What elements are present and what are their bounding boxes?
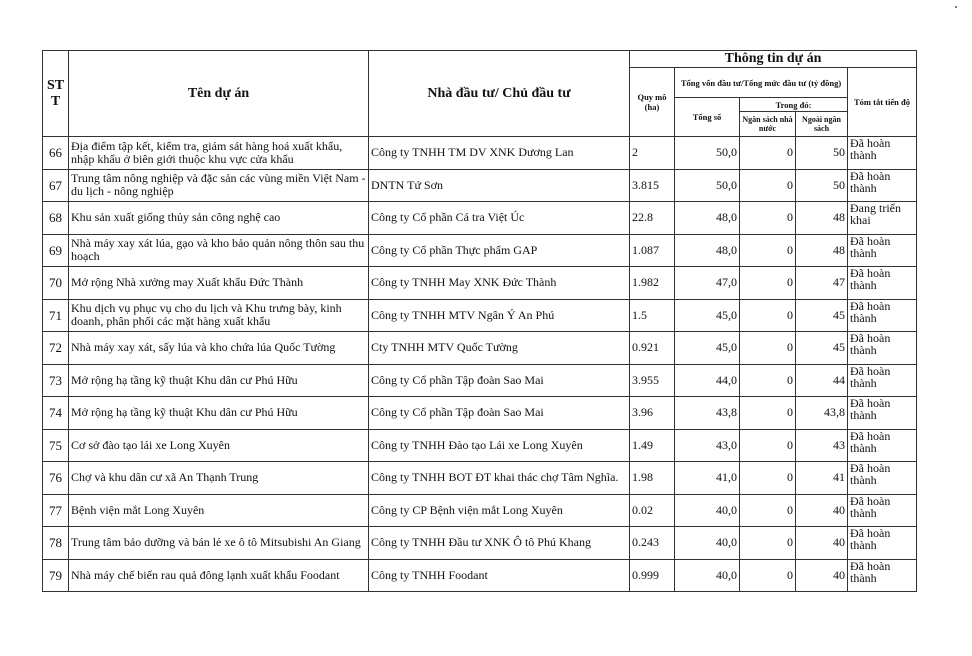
cell-scale: 3.955 [630, 364, 675, 397]
table-row [43, 267, 917, 300]
cell-status: Đã hoàn thành [848, 137, 917, 170]
cell-total: 50,0 [675, 169, 740, 202]
cell-state-budget: 0 [740, 169, 796, 202]
cell-status: Đã hoàn thành [848, 364, 917, 397]
cell-state-budget: 0 [740, 429, 796, 462]
table-row [43, 234, 917, 267]
cell-project-name: Mở rộng Nhà xưởng may Xuất khẩu Đức Thành [69, 267, 369, 300]
cell-state-budget: 0 [740, 397, 796, 430]
header-investor: Nhà đầu tư/ Chủ đầu tư [369, 51, 630, 137]
cell-investor: Công ty Cổ phần Tập đoàn Sao Mai [369, 397, 630, 430]
cell-total: 48,0 [675, 202, 740, 235]
cell-state-budget: 0 [740, 494, 796, 527]
table-row [43, 527, 917, 560]
cell-total: 44,0 [675, 364, 740, 397]
cell-scale: 1.49 [630, 429, 675, 462]
table-row [43, 429, 917, 462]
cell-stt: 66 [43, 137, 69, 170]
cell-stt: 69 [43, 234, 69, 267]
cell-total: 45,0 [675, 332, 740, 365]
header-non-state: Ngoài ngân sách [796, 112, 848, 137]
cell-total: 40,0 [675, 527, 740, 560]
cell-state-budget: 0 [740, 299, 796, 332]
header-progress: Tóm tắt tiến độ [848, 68, 917, 137]
cell-state-budget: 0 [740, 202, 796, 235]
table-row [43, 137, 917, 170]
cell-scale: 1.5 [630, 299, 675, 332]
cell-non-state: 40 [796, 527, 848, 560]
cell-state-budget: 0 [740, 527, 796, 560]
cell-non-state: 43,8 [796, 397, 848, 430]
cell-scale: 1.98 [630, 462, 675, 495]
cell-project-name: Địa điểm tập kết, kiểm tra, giám sát hàng hoá xuất khẩu, nhập khẩu ở biên giới thuộc khu vực cửa khẩu [69, 137, 369, 170]
cell-scale: 3.815 [630, 169, 675, 202]
cell-status: Đã hoàn thành [848, 494, 917, 527]
cell-stt: 74 [43, 397, 69, 430]
cell-non-state: 47 [796, 267, 848, 300]
table-row [43, 202, 917, 235]
cell-scale: 2 [630, 137, 675, 170]
cell-state-budget: 0 [740, 234, 796, 267]
header-project-name: Tên dự án [69, 51, 369, 137]
cell-project-name: Nhà máy xay xát lúa, gạo và kho bảo quản nông thôn sau thu hoạch [69, 234, 369, 267]
cell-state-budget: 0 [740, 332, 796, 365]
cell-state-budget: 0 [740, 267, 796, 300]
cell-investor: Công ty TNHH TM DV XNK Dương Lan [369, 137, 630, 170]
cell-status: Đã hoàn thành [848, 267, 917, 300]
cell-investor: Công ty Cổ phần Tập đoàn Sao Mai [369, 364, 630, 397]
cell-project-name: Khu dịch vụ phục vụ cho du lịch và Khu trưng bày, kinh doanh, phân phối các mặt hàng xuất khẩu [69, 299, 369, 332]
cell-total: 40,0 [675, 559, 740, 592]
cell-scale: 0.921 [630, 332, 675, 365]
cell-stt: 72 [43, 332, 69, 365]
cell-status: Đã hoàn thành [848, 299, 917, 332]
cell-stt: 73 [43, 364, 69, 397]
header-project-info: Thông tin dự án [630, 51, 917, 68]
cell-status: Đã hoàn thành [848, 234, 917, 267]
cell-non-state: 45 [796, 332, 848, 365]
cell-investor: Công ty Cổ phần Thực phẩm GAP [369, 234, 630, 267]
scan-speck [955, 6, 957, 8]
cell-project-name: Khu sản xuất giống thủy sản công nghệ cao [69, 202, 369, 235]
cell-investor: Công ty TNHH Đầu tư XNK Ô tô Phú Khang [369, 527, 630, 560]
cell-investor: Công ty TNHH MTV Ngân Ý An Phú [369, 299, 630, 332]
cell-project-name: Bệnh viện mắt Long Xuyên [69, 494, 369, 527]
cell-status: Đã hoàn thành [848, 429, 917, 462]
cell-project-name: Trung tâm bảo dưỡng và bán lẻ xe ô tô Mitsubishi An Giang [69, 527, 369, 560]
cell-scale: 1.087 [630, 234, 675, 267]
cell-status: Đã hoàn thành [848, 169, 917, 202]
header-stt: ST T [43, 51, 69, 137]
cell-total: 45,0 [675, 299, 740, 332]
cell-total: 47,0 [675, 267, 740, 300]
table-row [43, 462, 917, 495]
cell-project-name: Cơ sở đào tạo lái xe Long Xuyên [69, 429, 369, 462]
cell-total: 43,8 [675, 397, 740, 430]
cell-stt: 71 [43, 299, 69, 332]
cell-state-budget: 0 [740, 559, 796, 592]
header-of-which: Trong đó: [740, 98, 848, 112]
cell-stt: 75 [43, 429, 69, 462]
cell-non-state: 50 [796, 137, 848, 170]
cell-non-state: 43 [796, 429, 848, 462]
cell-investor: Cty TNHH MTV Quốc Tường [369, 332, 630, 365]
cell-project-name: Nhà máy xay xát, sấy lúa và kho chứa lúa Quốc Tường [69, 332, 369, 365]
cell-investor: Công ty TNHH Foodant [369, 559, 630, 592]
cell-project-name: Mở rộng hạ tầng kỹ thuật Khu dân cư Phú Hữu [69, 397, 369, 430]
header-total: Tổng số [675, 98, 740, 137]
cell-stt: 76 [43, 462, 69, 495]
cell-stt: 70 [43, 267, 69, 300]
cell-state-budget: 0 [740, 462, 796, 495]
table-body [43, 137, 917, 592]
table-row [43, 299, 917, 332]
cell-investor: Công ty Cổ phần Cá tra Việt Úc [369, 202, 630, 235]
cell-total: 50,0 [675, 137, 740, 170]
cell-state-budget: 0 [740, 364, 796, 397]
cell-investor: Công ty TNHH Đào tạo Lái xe Long Xuyên [369, 429, 630, 462]
projects-table [42, 50, 917, 592]
cell-scale: 0.999 [630, 559, 675, 592]
header-total-capital: Tổng vốn đầu tư/Tổng mức đầu tư (tỷ đồng) [675, 68, 848, 98]
cell-scale: 3.96 [630, 397, 675, 430]
cell-status: Đã hoàn thành [848, 462, 917, 495]
cell-total: 40,0 [675, 494, 740, 527]
cell-non-state: 41 [796, 462, 848, 495]
cell-project-name: Chợ và khu dân cư xã An Thạnh Trung [69, 462, 369, 495]
cell-non-state: 50 [796, 169, 848, 202]
cell-non-state: 45 [796, 299, 848, 332]
cell-non-state: 40 [796, 494, 848, 527]
cell-total: 41,0 [675, 462, 740, 495]
table-row [43, 397, 917, 430]
cell-total: 43,0 [675, 429, 740, 462]
cell-status: Đã hoàn thành [848, 332, 917, 365]
table-row [43, 559, 917, 592]
table-row [43, 364, 917, 397]
cell-scale: 0.243 [630, 527, 675, 560]
cell-non-state: 48 [796, 202, 848, 235]
cell-non-state: 40 [796, 559, 848, 592]
cell-stt: 78 [43, 527, 69, 560]
table-row [43, 494, 917, 527]
cell-stt: 67 [43, 169, 69, 202]
cell-non-state: 44 [796, 364, 848, 397]
cell-status: Đã hoàn thành [848, 397, 917, 430]
cell-stt: 77 [43, 494, 69, 527]
cell-stt: 79 [43, 559, 69, 592]
cell-investor: Công ty TNHH BOT ĐT khai thác chợ Tâm Nghĩa. [369, 462, 630, 495]
cell-stt: 68 [43, 202, 69, 235]
header-state-budget: Ngân sách nhà nước [740, 112, 796, 137]
cell-scale: 1.982 [630, 267, 675, 300]
cell-state-budget: 0 [740, 137, 796, 170]
cell-investor: Công ty TNHH May XNK Đức Thành [369, 267, 630, 300]
cell-total: 48,0 [675, 234, 740, 267]
cell-investor: Công ty CP Bệnh viện mắt Long Xuyên [369, 494, 630, 527]
cell-project-name: Mở rộng hạ tầng kỹ thuật Khu dân cư Phú Hữu [69, 364, 369, 397]
cell-scale: 0.02 [630, 494, 675, 527]
header-scale: Quy mô (ha) [630, 68, 675, 137]
cell-status: Đang triển khai [848, 202, 917, 235]
table-row [43, 169, 917, 202]
cell-investor: DNTN Tứ Sơn [369, 169, 630, 202]
table-row [43, 332, 917, 365]
cell-scale: 22.8 [630, 202, 675, 235]
cell-non-state: 48 [796, 234, 848, 267]
table-header [43, 51, 917, 137]
cell-project-name: Nhà máy chế biến rau quả đông lạnh xuất khẩu Foodant [69, 559, 369, 592]
cell-project-name: Trung tâm nông nghiệp và đặc sản các vùng miền Việt Nam - du lịch - nông nghiệp [69, 169, 369, 202]
cell-status: Đã hoàn thành [848, 559, 917, 592]
cell-status: Đã hoàn thành [848, 527, 917, 560]
